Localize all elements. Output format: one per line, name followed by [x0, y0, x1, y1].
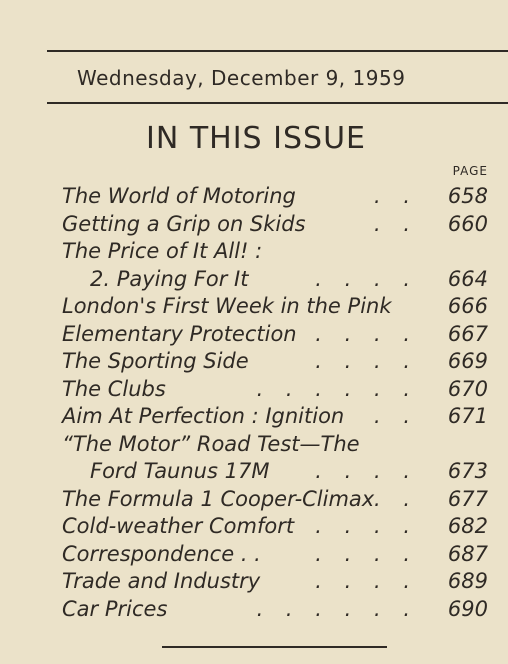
toc-entry-page: 689 [447, 569, 488, 593]
toc-entry-leader: . . . . [315, 459, 418, 483]
toc-entry-leader: . . [373, 404, 418, 428]
toc-entry-page: 682 [447, 514, 488, 538]
toc-entry-title: Aim At Perfection : Ignition [62, 404, 345, 428]
toc-entry-title: “The Motor” Road Test—The [62, 431, 360, 456]
toc-entry-price-of-it-all [62, 238, 488, 266]
top-rule [47, 50, 508, 52]
toc-entry-title: Car Prices [62, 596, 168, 621]
toc-entry-page: 660 [447, 211, 488, 236]
toc-entry-trade-and-industry[interactable] [62, 568, 488, 596]
toc-entry-page: 658 [447, 184, 488, 208]
toc-entry-title: London's First Week in the Pink [62, 294, 392, 318]
toc-entry-page: 670 [447, 376, 488, 401]
toc-entry-leader: . . [373, 211, 418, 236]
toc-entry-londons-first-week[interactable] [62, 293, 488, 321]
toc-entry-page: 690 [447, 596, 488, 621]
toc-entry-paying-for-it[interactable] [62, 266, 488, 294]
toc-entry-ford-taunus[interactable] [62, 458, 488, 486]
bottom-rule [162, 646, 387, 648]
toc-entry-title: 2. Paying For It [90, 266, 249, 291]
toc-entry-leader: . . [373, 184, 418, 208]
toc-entry-leader: . . . . . . [256, 596, 418, 621]
toc-entry-page: 664 [447, 266, 488, 291]
toc-entry-page: 677 [447, 486, 488, 511]
header-rule [47, 102, 508, 104]
toc-entry-page: 666 [447, 294, 488, 318]
toc-entry-leader: . . . . . . [256, 376, 418, 401]
toc-entry-leader: . . . . [315, 541, 418, 566]
toc-entry-leader: . . . . [315, 266, 418, 291]
toc-entry-page: 669 [447, 349, 488, 373]
toc-entry-leader: . . . . [315, 321, 418, 346]
toc-entry-correspondence[interactable] [62, 541, 488, 569]
toc-entry-cold-weather-comfort[interactable] [62, 513, 488, 541]
toc-entry-elementary-protection[interactable] [62, 321, 488, 349]
toc-entry-world-of-motoring[interactable] [62, 183, 488, 211]
toc-entry-formula-1[interactable] [62, 486, 488, 514]
toc-entry-car-prices[interactable] [62, 596, 488, 624]
toc-entry-page: 667 [447, 321, 488, 346]
page-title: IN THIS ISSUE [146, 121, 366, 156]
toc-entry-title: Getting a Grip on Skids [62, 211, 306, 236]
toc-entry-title: Elementary Protection [62, 321, 297, 346]
toc-entry-getting-a-grip[interactable] [62, 211, 488, 239]
toc-entry-page: 671 [447, 404, 488, 428]
toc-entry-title: The World of Motoring [62, 184, 296, 208]
toc-entry-title: Correspondence . . [62, 541, 261, 566]
toc-entry-aim-at-perfection[interactable] [62, 403, 488, 431]
toc-entry-title: Trade and Industry [62, 569, 261, 593]
toc-entry-title: The Price of It All! : [62, 239, 263, 263]
toc-entry-title: The Clubs [62, 376, 166, 401]
page-column-label: PAGE [452, 164, 488, 178]
issue-date: Wednesday, December 9, 1959 [77, 66, 406, 90]
toc-entry-the-clubs[interactable] [62, 376, 488, 404]
toc-entry-leader: . . [373, 486, 418, 511]
toc-entry-title: The Formula 1 Cooper-Climax [62, 486, 375, 511]
toc-entry-page: 673 [447, 459, 488, 483]
toc-entry-sporting-side[interactable] [62, 348, 488, 376]
toc-entry-title: The Sporting Side [62, 349, 249, 373]
toc-entry-page: 687 [447, 541, 488, 566]
toc-entry-leader: . . . . [315, 349, 418, 373]
toc-entry-road-test-heading [62, 431, 488, 459]
table-of-contents [62, 183, 488, 623]
toc-entry-title: Ford Taunus 17M [90, 459, 270, 483]
toc-entry-leader: . . . . [315, 569, 418, 593]
toc-entry-leader: . . . . [315, 514, 418, 538]
toc-entry-title: Cold-weather Comfort [62, 514, 295, 538]
